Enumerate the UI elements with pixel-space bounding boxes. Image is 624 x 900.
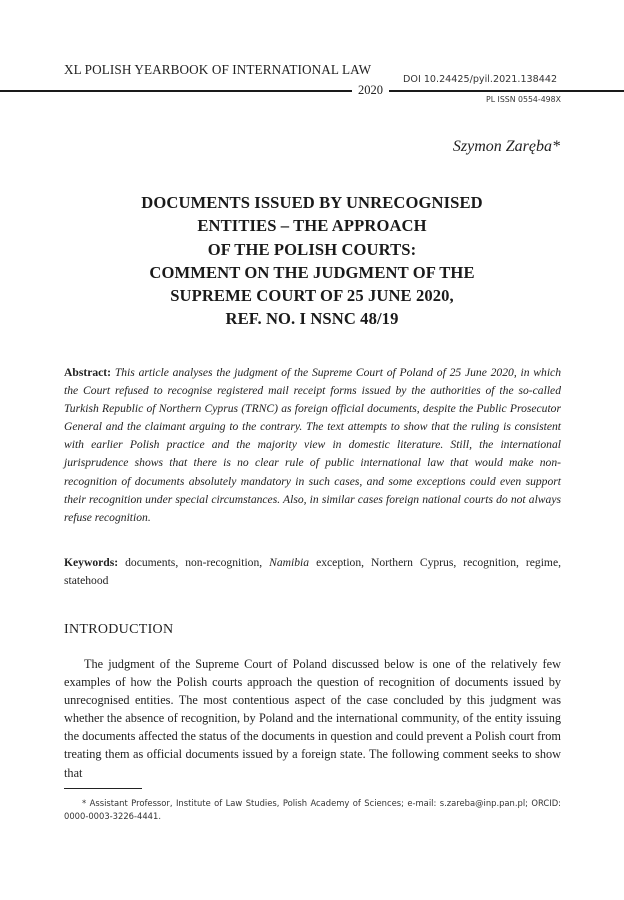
abstract-text: This article analyses the judgment of the Supreme Court of Poland of 25 June 2020, in which the Court refused to recognise registered mail receipt forms issued by the authorities of the so-called Turkish Republic of Northern Cyprus (TRNC) as foreign official documents, despite the Public Prosecutor General and the claimant arguing to the contrary. The text attempts to show that the ruling is consistent with earlier Polish practice and the majority view in domestic literature. Still, the international jurisprudence shows that there is no clear rule of public international law that would make non-recognition of documents absolutely mandatory in such cases, and some exceptions could even support their recognition under special circumstances. Also, in similar cases foreign national courts do not always refuse recognition. (64, 366, 561, 524)
abstract (64, 364, 561, 527)
title-line: COMMENT ON THE JUDGMENT OF THE (149, 262, 475, 282)
author-name: Szymon Zaręba* (452, 138, 560, 155)
title-line: REF. NO. I NSNC 48/19 (225, 309, 399, 329)
title-line: SUPREME COURT OF 25 JUNE 2020, (170, 286, 454, 306)
keywords-italic: Namibia (269, 556, 310, 569)
footnote: * Assistant Professor, Institute of Law Studies, Polish Academy of Sciences; e-mail: s.zareba@inp.pan.pl; ORCID: 0000-0003-3226-4441. (64, 798, 561, 821)
title-line: OF THE POLISH COURTS: (207, 239, 417, 259)
abstract-label: Abstract: (64, 366, 112, 379)
header-rule (0, 90, 624, 92)
issn: PL ISSN 0554-498X (486, 95, 561, 104)
keywords (64, 554, 561, 590)
article-title (40, 191, 584, 331)
keywords-text: documents, non-recognition, (125, 556, 263, 569)
footnote-rule (64, 788, 142, 789)
keywords-text-rest: exception, Northern Cyprus, recognition, regime, statehood (64, 556, 561, 587)
journal-title: XL POLISH YEARBOOK OF INTERNATIONAL LAW (64, 62, 372, 77)
intro-paragraph: The judgment of the Supreme Court of Poland discussed below is one of the relatively few examples of how the Polish courts approach the question of recognition of documents issued by unrecognised entities. The most contentious aspect of the case concluded by this judgment was whether the absence of recognition, by Poland and the international community, of the entity issuing the documents affected the status of the documents in question and could prevent a Polish court from treating them as official documents issued by a foreign state. The following comment seeks to show that (64, 657, 561, 780)
section-heading: INTRODUCTION (64, 622, 174, 637)
title-line: DOCUMENTS ISSUED BY UNRECOGNISED (141, 193, 483, 212)
keywords-label: Keywords: (64, 556, 119, 569)
doi: DOI 10.24425/pyil.2021.138442 (403, 74, 558, 85)
title-line: ENTITIES – THE APPROACH (197, 216, 427, 236)
journal-year: 2020 (352, 82, 389, 98)
